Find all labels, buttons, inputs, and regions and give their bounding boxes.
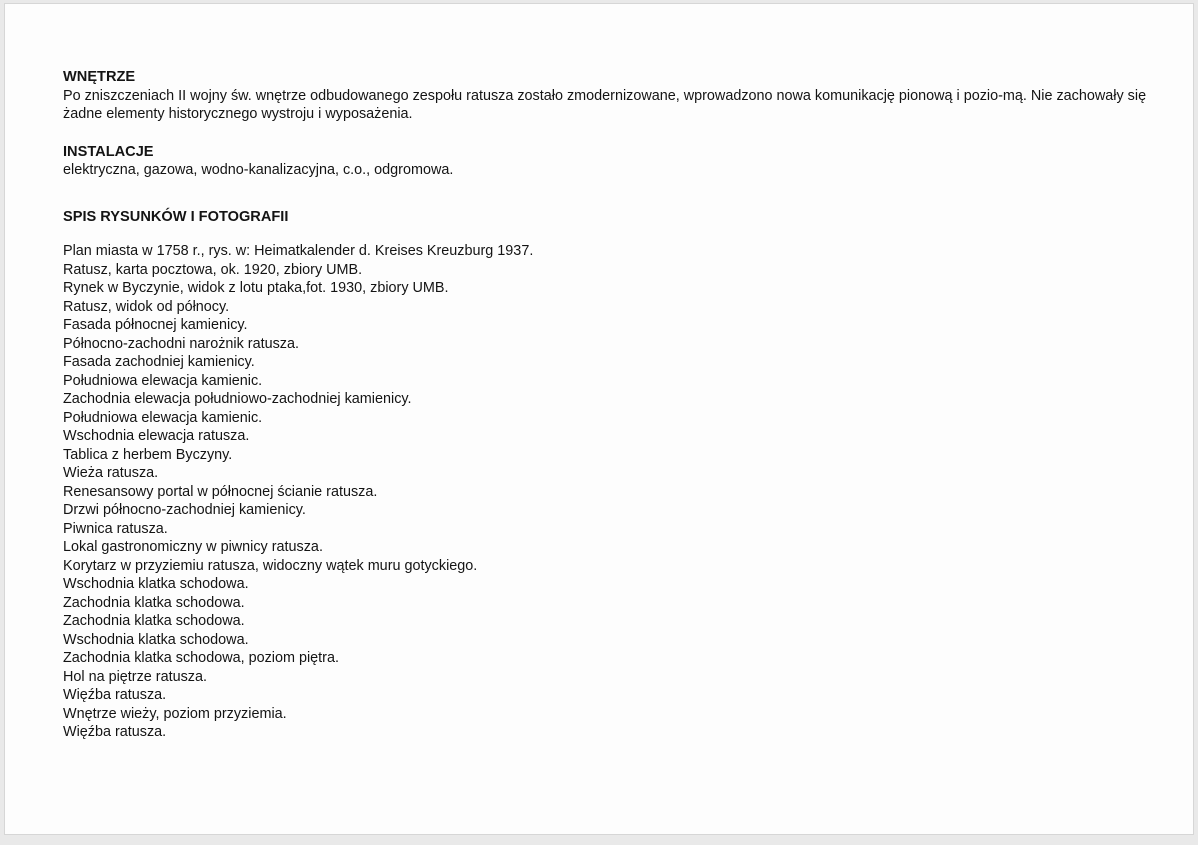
list-item: Zachodnia klatka schodowa. <box>63 613 245 629</box>
list-item: Hol na piętrze ratusza. <box>63 668 207 685</box>
list-item: Fasada zachodniej kamienicy. <box>63 354 255 370</box>
figures-list <box>63 242 1153 742</box>
list-item: Północno-zachodni narożnik ratusza. <box>63 335 299 352</box>
list-item: Więźba ratusza. <box>63 724 167 740</box>
list-item: Zachodnia klatka schodowa, poziom piętra. <box>63 650 339 666</box>
spacer <box>63 226 1153 242</box>
document-page <box>4 3 1194 835</box>
list-item: Drzwi północno-zachodniej kamienicy. <box>63 502 306 518</box>
list-item: Plan miasta w 1758 r., rys. w: Heimatkalender d. Kreises Kreuzburg 1937. <box>63 243 534 259</box>
section-heading-installations: INSTALACJE <box>63 143 154 160</box>
section-text-interior: Po zniszczeniach II wojny św. wnętrze odbudowanego zespołu ratusza zostało zmodernizowane, wprowadzono nowa komunikację pionową i pozio-mą. Nie zachowały się żadne elementy historycznego wystroju i wyposażenia. <box>63 87 1147 122</box>
list-item: Korytarz w przyziemiu ratusza, widoczny wątek muru gotyckiego. <box>63 557 478 574</box>
list-item: Zachodnia elewacja południowo-zachodniej kamienicy. <box>63 391 412 407</box>
page-content <box>63 68 1153 742</box>
list-item: Ratusz, karta pocztowa, ok. 1920, zbiory UMB. <box>63 261 363 278</box>
list-item: Tablica z herbem Byczyny. <box>63 446 233 463</box>
list-item: Ratusz, widok od północy. <box>63 298 230 315</box>
list-item: Południowa elewacja kamienic. <box>63 372 263 389</box>
list-item: Rynek w Byczynie, widok z lotu ptaka,fot. 1930, zbiory UMB. <box>63 280 449 296</box>
list-item: Lokal gastronomiczny w piwnicy ratusza. <box>63 539 323 555</box>
section-text-installations: elektryczna, gazowa, wodno-kanalizacyjna, c.o., odgromowa. <box>63 162 454 178</box>
list-item: Więźba ratusza. <box>63 687 167 703</box>
list-item: Południowa elewacja kamienic. <box>63 409 263 426</box>
list-item: Fasada północnej kamienicy. <box>63 317 248 333</box>
spacer <box>63 180 1153 208</box>
list-item: Wschodnia klatka schodowa. <box>63 576 249 592</box>
section-heading-interior: WNĘTRZE <box>63 69 136 85</box>
figures-list-heading: SPIS RYSUNKÓW I FOTOGRAFII <box>63 208 289 225</box>
spacer <box>63 124 1153 143</box>
list-item: Piwnica ratusza. <box>63 520 168 537</box>
list-item: Renesansowy portal w północnej ścianie ratusza. <box>63 483 378 500</box>
list-item: Wschodnia klatka schodowa. <box>63 631 249 648</box>
list-item: Wieża ratusza. <box>63 465 159 481</box>
list-item: Wschodnia elewacja ratusza. <box>63 428 250 444</box>
list-item: Wnętrze wieży, poziom przyziemia. <box>63 705 287 722</box>
list-item: Zachodnia klatka schodowa. <box>63 594 245 611</box>
